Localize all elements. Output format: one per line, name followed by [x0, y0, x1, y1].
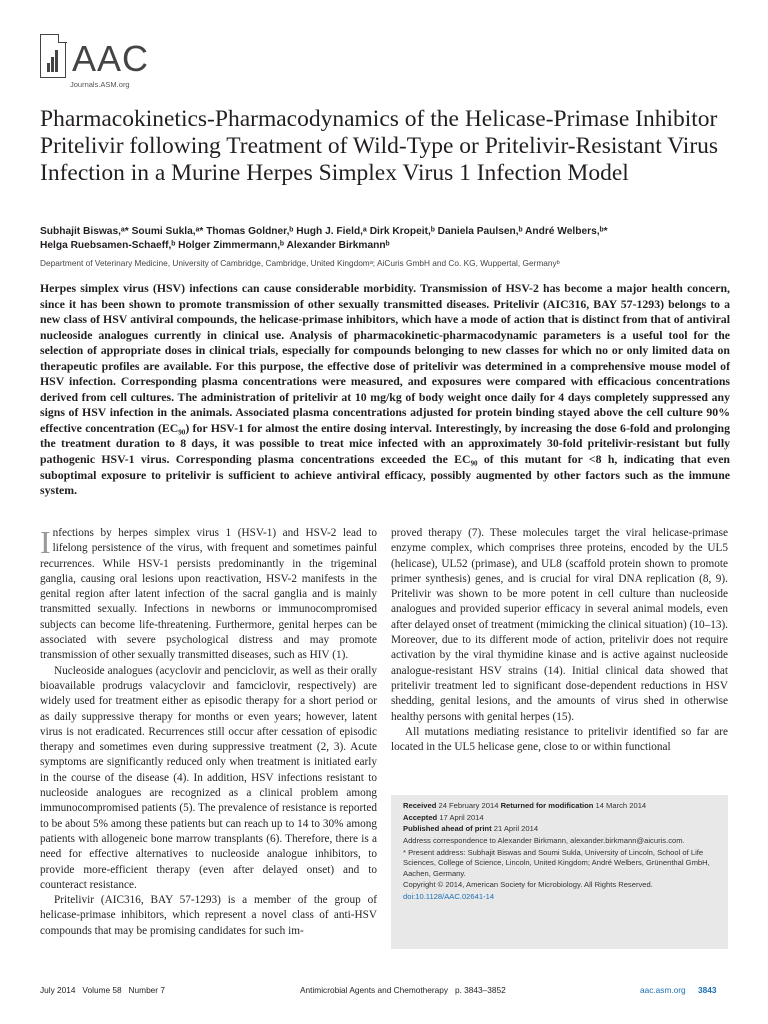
body-column-left — [40, 526, 377, 939]
abstract: Herpes simplex virus (HSV) infections can cause considerable morbidity. Transmission of HSV-2 has become a major health concern, since it has been shown to promote transmission of other sexually transmitted diseases. Pritelivir (AIC316, BAY 57-1293) belongs to a new class of HSV antiviral compounds, the helicase-primase inhibitors, which have a mode of action that is distinct from that of antiviral nucleoside analogues currently in clinical use. Analysis of pharmacokinetic-pharmacodynamic parameters is a useful tool for the selection of appropriate doses in clinical trials, especially for compounds belonging to new classes for which no or only limited data on therapeutic profiles are available. For this purpose, the effective dose of pritelivir was determined in a comprehensive mouse model of HSV infection. Corresponding plasma concentrations were measured, and exposures were compared with efficacious concentrations derived from cell cultures. The administration of pritelivir at 10 mg/kg of body weight once daily for 4 days completely suppressed any signs of HSV infection in the animals. Associated plasma concentrations adjusted for protein binding stayed above the cell culture 90% effective concentration (EC₉₀) for HSV-1 for almost the entire dosing interval. Interestingly, by increasing the dose 6-fold and prolonging the treatment duration to 8 days, it was possible to treat mice infected with an approximately 30-fold pritelivir-resistant but fully pathogenic HSV-1 virus. Corresponding plasma concentrations exceeded the EC₉₀ of this mutant for <8 h, indicating that even suboptimal exposure to pritelivir is sufficient to achieve antiviral efficacy, possibly augmented by other factors such as the immune system. — [40, 281, 730, 498]
correspondence: Address correspondence to Alexander Birkmann, alexander.birkmann@aicuris.com. — [403, 836, 685, 846]
body-paragraph-3: Pritelivir (AIC316, BAY 57-1293) is a member of the group of helicase-primase inhibitors, which represent a novel class of anti-HSV compounds that may be promising candidates for such im- — [40, 894, 377, 937]
returned-date: 14 March 2014 — [595, 801, 647, 810]
returned-label: Returned for modification — [500, 801, 594, 810]
body-paragraph-1-text: nfections by herpes simplex virus 1 (HSV-1) and HSV-2 lead to lifelong persistence of the virus, with frequent and sometimes painful recurrences. While HSV-1 persists predominantly in the trigeminal ganglia, causing oral lesions upon reactivation, HSV-2 manifests in the genital region after latent infection of the sacral ganglia and is mainly transmitted sexually. Infections in newborns or immunocompromised subjects can become life-threatening. Furthermore, genital herpes can be associated with severe psychological distress and may promote transmission of other sexually transmitted diseases, such as HIV (1). — [40, 527, 377, 662]
body-paragraph-4: proved therapy (7). These molecules target the viral helicase-primase enzyme complex, which comprises three proteins, encoded by the UL5 (helicase), UL52 (primase), and UL8 (scaffold protein shown to promote primer synthesis) genes, and is crucial for viral DNA replication (8, 9). Pritelivir was shown to be more potent in cell culture than nucleoside analogues and provided superior efficacy in several animal models, even after delayed onset of treatment (mimicking the clinical situation) (10–13). Moreover, due to its different mode of action, pritelivir does not require activation by the viral thymidine kinase and is active against nucleoside analogue-resistant HSV strains (14). Initial clinical data showed that pritelivir treatment led to significant dose-dependent reductions in HSV shedding, genital lesions, and the amounts of virus shed in otherwise healthy persons with genital herpes (15). — [391, 527, 728, 723]
copyright: Copyright © 2014, American Society for Microbiology. All Rights Reserved. — [403, 880, 653, 890]
authors-line-2: Helga Ruebsamen-Schaeff,ᵇ Holger Zimmermann,ᵇ Alexander Birkmannᵇ — [40, 240, 390, 251]
author-list — [40, 225, 730, 253]
footer-page-number: 3843 — [698, 985, 717, 995]
footer-issue: July 2014 Volume 58 Number 7 — [40, 985, 165, 995]
received-date: 24 February 2014 — [438, 801, 499, 810]
body-column-right — [391, 526, 728, 755]
received-label: Received — [403, 801, 437, 810]
body-paragraph-1 — [40, 526, 377, 664]
authors-line-1: Subhajit Biswas,ᵃ* Soumi Sukla,ᵃ* Thomas Goldner,ᵇ Hugh J. Field,ᵃ Dirk Kropeit,ᵇ Daniela Paulsen,ᵇ André Welbers,ᵇ* — [40, 226, 608, 237]
footer-journal: Antimicrobial Agents and Chemotherapy p. 3843–3852 — [300, 985, 506, 995]
published-line — [403, 824, 716, 835]
article-info-box — [391, 795, 728, 949]
received-line — [403, 801, 716, 812]
body-paragraph-2: Nucleoside analogues (acyclovir and penciclovir, as well as their orally bioavailable prodrugs valacyclovir and famciclovir, respectively) are widely used for treatment either as episodic therapy for a short period or as daily suppressive therapy for months or even years; however, latent virus is not eradicated. Recurrences still occur after cessation of episodic therapy and sometimes even during suppressive treatment (2, 3). Acute symptoms are significantly reduced only when treatment is initiated early in the course of the disease (4). In addition, HSV infections resistant to nucleoside analogues are recognized as a clinical problem among immunocompromised patients (5). The prevalence of resistance is reported to be about 5% among these patients but can reach up to 14 to 30% among patients with allogeneic bone marrow transplants (6). Therefore, there is a need for effective alternatives to nucleoside analogue inhibitors, to provide more-efficient therapy (even after delayed onset) and to counteract resistance. — [40, 664, 377, 891]
affiliations: Department of Veterinary Medicine, University of Cambridge, Cambridge, United Kingdomᵃ; AiCuris GmbH and Co. KG, Wuppertal, Germanyᵇ — [40, 258, 560, 268]
doi-link[interactable]: doi:10.1128/AAC.02641-14 — [403, 892, 495, 902]
accepted-line — [403, 813, 716, 824]
present-address: * Present address: Subhajit Biswas and Soumi Sukla, University of Lincoln, School of Life Sciences, College of Science, Lincoln, United Kingdom; André Welbers, Grünenthal GmbH, Aachen, Germany. — [403, 847, 710, 878]
body-paragraph-5: All mutations mediating resistance to pritelivir identified so far are located in the UL5 helicase gene, close to or within functional — [391, 725, 728, 754]
journal-site: Journals.ASM.org — [70, 80, 130, 89]
published-label: Published ahead of print — [403, 824, 492, 834]
journal-logo — [40, 34, 150, 92]
accepted-date: 17 April 2014 — [439, 812, 484, 822]
journal-logo-icon — [40, 34, 66, 78]
article-title: Pharmacokinetics-Pharmacodynamics of the Helicase-Primase Inhibitor Pritelivir following Treatment of Wild-Type or Pritelivir-Resistant Virus Infection in a Murine Herpes Simplex Virus 1 Infection Model — [40, 106, 719, 186]
journal-logo-text: AAC — [72, 38, 150, 79]
accepted-label: Accepted — [403, 812, 438, 822]
drop-cap: I — [40, 524, 51, 560]
published-date: 21 April 2014 — [493, 824, 539, 834]
footer-url-link[interactable]: aac.asm.org — [640, 985, 686, 995]
